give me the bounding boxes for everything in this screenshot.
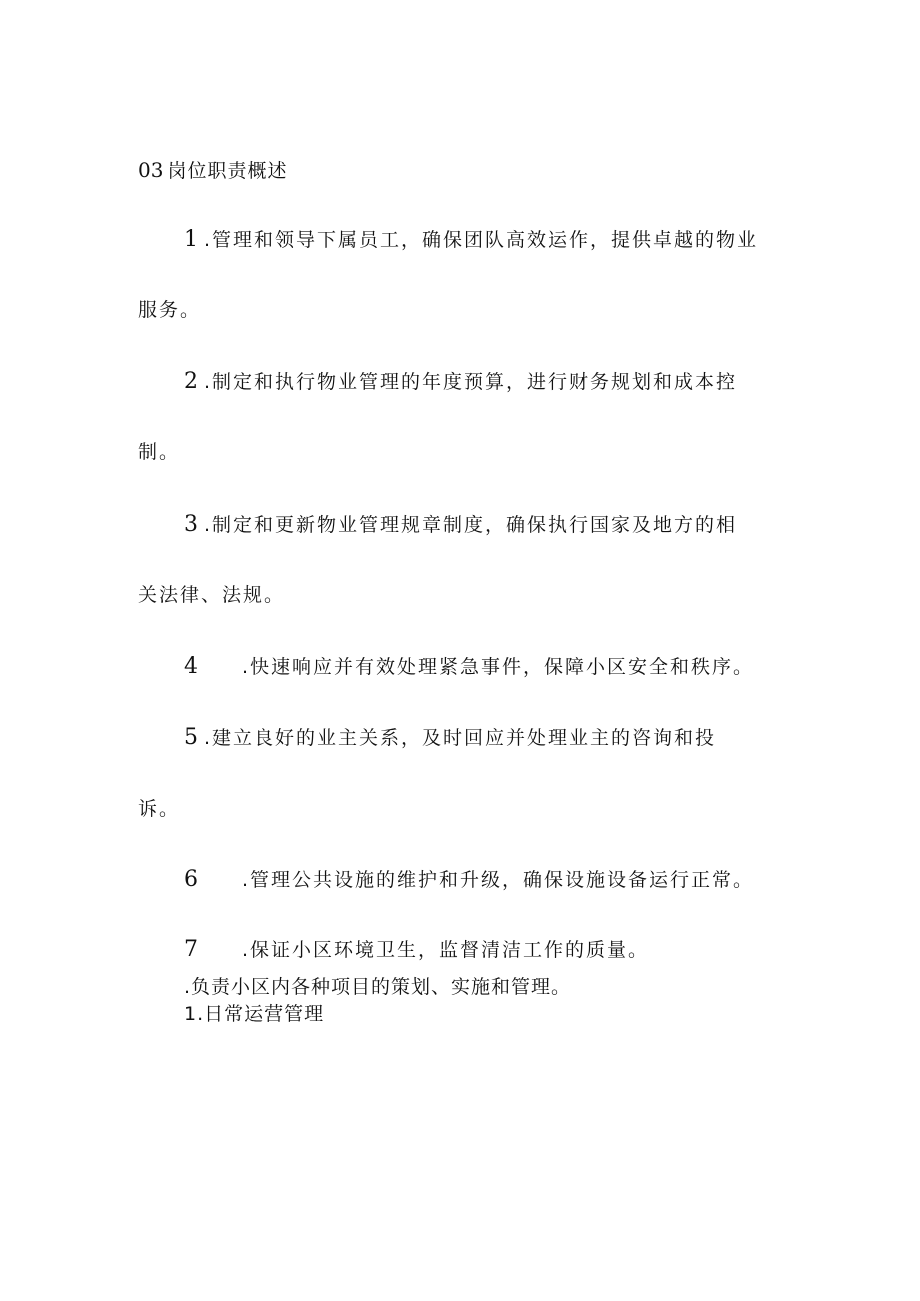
duty-item-1: [184, 228, 758, 252]
duty-number: 6: [184, 867, 198, 892]
duty-number: 5: [184, 725, 198, 750]
duty-number: 4: [184, 654, 198, 679]
duty-text: .快速响应并有效处理紧急事件，保障小区安全和秩序。: [242, 656, 755, 678]
duty-item-2: [184, 370, 737, 394]
duty-item-7: [184, 938, 649, 962]
duty-text: .管理公共设施的维护和升级，确保设施设备运行正常。: [242, 869, 755, 891]
duty-item-6: [184, 868, 754, 892]
section-number: 03: [138, 158, 164, 182]
section-title: 岗位职责概述: [167, 160, 288, 182]
duty-item-5: [184, 726, 716, 750]
duty-item-extra: .负责小区内各种项目的策划、实施和管理。: [184, 976, 572, 998]
duty-item-3-continuation: 关法律、法规。: [138, 584, 286, 606]
duty-text: .制定和执行物业管理的年度预算，进行财务规划和成本控: [204, 371, 738, 393]
subsection-heading: 1.日常运营管理: [184, 1003, 325, 1025]
duty-number: 1: [184, 227, 198, 252]
section-heading: [138, 158, 287, 183]
duty-number: 7: [184, 937, 198, 962]
duty-item-1-continuation: 服务。: [138, 299, 202, 321]
duty-number: 2: [184, 369, 198, 394]
duty-text: .管理和领导下属员工，确保团队高效运作，提供卓越的物业: [204, 229, 759, 251]
duty-number: 3: [184, 512, 198, 537]
duty-item-5-continuation: 诉。: [138, 798, 181, 820]
duty-text: .保证小区环境卫生，监督清洁工作的质量。: [242, 939, 650, 961]
duty-text: .制定和更新物业管理规章制度，确保执行国家及地方的相: [204, 514, 738, 536]
duty-item-3: [184, 513, 737, 537]
duty-item-2-continuation: 制。: [138, 441, 181, 463]
duty-item-4: [184, 655, 754, 679]
duty-text: .建立良好的业主关系，及时回应并处理业主的咨询和投: [204, 727, 717, 749]
